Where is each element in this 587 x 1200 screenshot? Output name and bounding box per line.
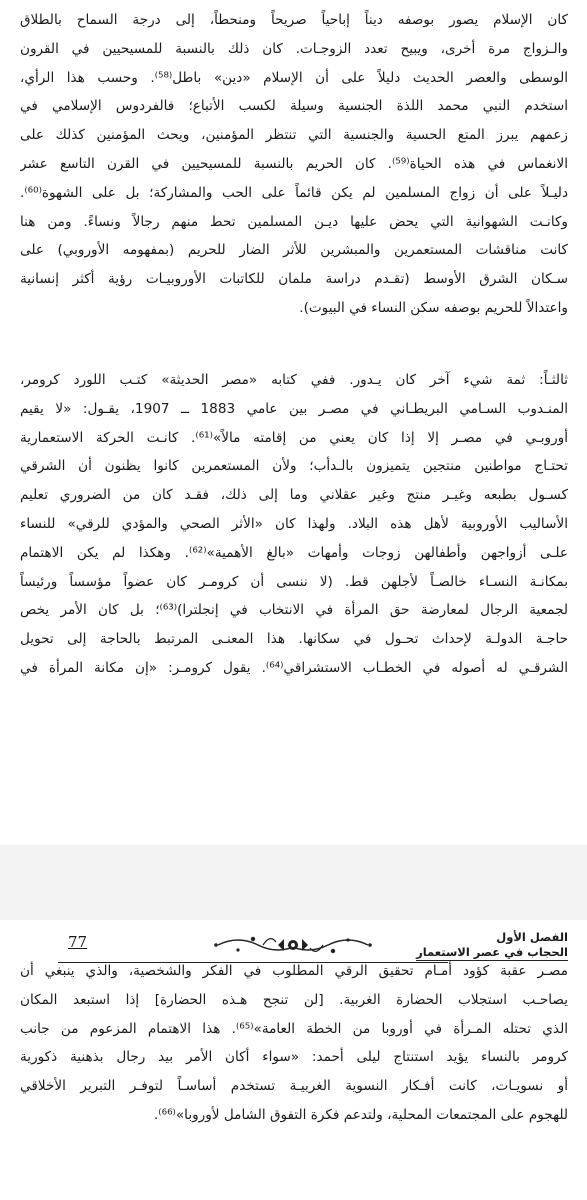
text-line: أوروبـي في مصـر إلا إذا كان يعني من إقامته مالاً»⁽⁶¹⁾. كانـت الحركة الاستعمارية: [20, 429, 568, 446]
text-line: واعتدالاً للحريم بوصفه سكن النساء في البيوت).: [299, 299, 568, 316]
text-line: الانغماس في هذه الحياة⁽⁵⁹⁾. كان الحريم بالنسبة للمسيحيين في القرن التاسع عشر: [20, 155, 568, 172]
text-line: ثالثـاً: ثمة شيء آخر كان يـدور. ففي كتابه «مصر الحديثة» كتـب اللورد كرومر،: [20, 372, 568, 388]
text-line: علـى أزواجهن وأطفالهن زوجات وأمهات «بالغ الأهمية»⁽⁶²⁾. وهكذا لم يكن الاهتمام: [20, 544, 568, 561]
text-line: الأساليب الأوروبية لأهل هذه البلاد. ولهذا كان «الأثر الصحي والمؤدي للرقي» للنساء: [20, 515, 568, 532]
page-gap: [0, 845, 587, 920]
text-line: مصـر عقبة كؤود أمـام تحقيق الرقي المطلوب في الفكر والشخصية، والذي ينبغي أن: [20, 963, 568, 979]
text-line: كرومر بالنساء يؤيد استنتاج ليلى أحمد: «سواء أكان الأمر بيد رجال بذهنية ذكورية: [20, 1049, 568, 1066]
chapter-number: الفصل الأول: [496, 930, 568, 944]
text-line: دليـلاً على أن زواج المسلمين لم يكن قائماً على الحب والمشاركة؛ بل على الشهوة⁽⁶⁰⁾.: [20, 184, 568, 201]
text-line: كان الإسلام يصور بوصفه ديناً إباحياً صريحاً ومنحطاً، إلى درجة السماح بالطلاق: [20, 12, 568, 28]
floral-ornament-icon: [208, 930, 378, 960]
text-line: استخدم النبي محمد اللذة الجنسية وسيلة لكسب الأتباع؛ فالفردوس الإسلامي في: [20, 98, 568, 115]
lower-paragraph-1: [20, 957, 568, 1130]
text-line: المنـدوب السـامي البريطـاني في مصـر بين عامي 1883 ــ 1907، يقـول: «لا يقيم: [20, 400, 568, 417]
text-line: بمكانـة النسـاء خالصـاً لأجلهن قط. (لا ننسى أن كرومـر كان عضواً مؤسساً ورئيساً: [20, 573, 568, 590]
text-line: حاجـة الدولـة لإحداث تحـول في سكانها. هذا المعنـى المرتبط بالحاجة إلى تحويل: [20, 631, 568, 648]
text-line: كانت مناقشات المستعمرين والمبشرين للأثر الضار للحريم (بمفهومه الأوروبي) على: [20, 242, 568, 259]
text-line: الشرقـي له أصوله في الخطـاب الاستشراقي⁽⁶⁴⁾. يقول كرومـر: «إن مكانة المرأة في: [20, 659, 568, 676]
text-line: تحتـاج مواطنين منتجين يتميزون بالـدأب؛ ولأن المستعمرين كانوا يظنون أن الشرقي: [20, 458, 568, 475]
text-line: زعمهم يبرز المتع الحسية والجنسية التي تنتظر المؤمنين، ويحث المؤمنين كذلك على: [20, 127, 568, 144]
text-line: الذي تحتله المـرأة في أوروبا من الخطة العامة»⁽⁶⁵⁾. هذا الاهتمام المزعوم من جانب: [20, 1020, 568, 1037]
text-line: الوسطى والعصر الحديث دليلاً على أن الإسلام «دين» باطل⁽⁵⁸⁾. وحسب هذا الرأي،: [20, 69, 568, 86]
text-line: أو نسويـات، كانت أفـكار النسوية الغربيـة تستخدم أساسـاً لتوفـر التبرير الأخلاقي: [20, 1078, 568, 1095]
text-line: يصاحـب استجلاب الحضارة الغربية. [لن تنجح هـذه الحضارة] إذا استبعد المكان: [20, 991, 568, 1008]
text-line: سـكان الشرق الأوسط (تقـدم دراسة ملمان للكاتبات الأوروبيـات رؤية أكثر إنسانية: [20, 271, 568, 288]
page-number: 77: [68, 933, 88, 951]
text-line: والـزواج مرة أخرى، ويبيح تعدد الزوجـات. كان ذلك بالنسبة للمسيحيين في القرون: [20, 40, 568, 57]
upper-paragraph-1: [20, 6, 568, 323]
text-line: للهجوم على المجتمعات المحلية، ولتدعم فكرة التفوق الشامل لأوروبا»⁽⁶⁶⁾.: [153, 1106, 568, 1123]
text-line: لجمعية الرجال لمعارضة حق المرأة في الانتخاب في إنجلترا)⁽⁶³⁾؛ بل كان الأمر يخص: [20, 602, 568, 619]
text-line: كسـول بطبعه وغيـر منتج وغير عقلاني وما إلى ذلك، فقـد كان من الضروري تعليم: [20, 487, 568, 504]
text-line: وكانـت الشهوانية التي يحض عليها ديـن المسلمين تحط منهم رجالاً ونساءً. ومن هنا: [20, 213, 568, 230]
chapter-title: الحجاب في عصر الاستعمار: [416, 945, 568, 959]
upper-paragraph-2: [20, 366, 568, 683]
